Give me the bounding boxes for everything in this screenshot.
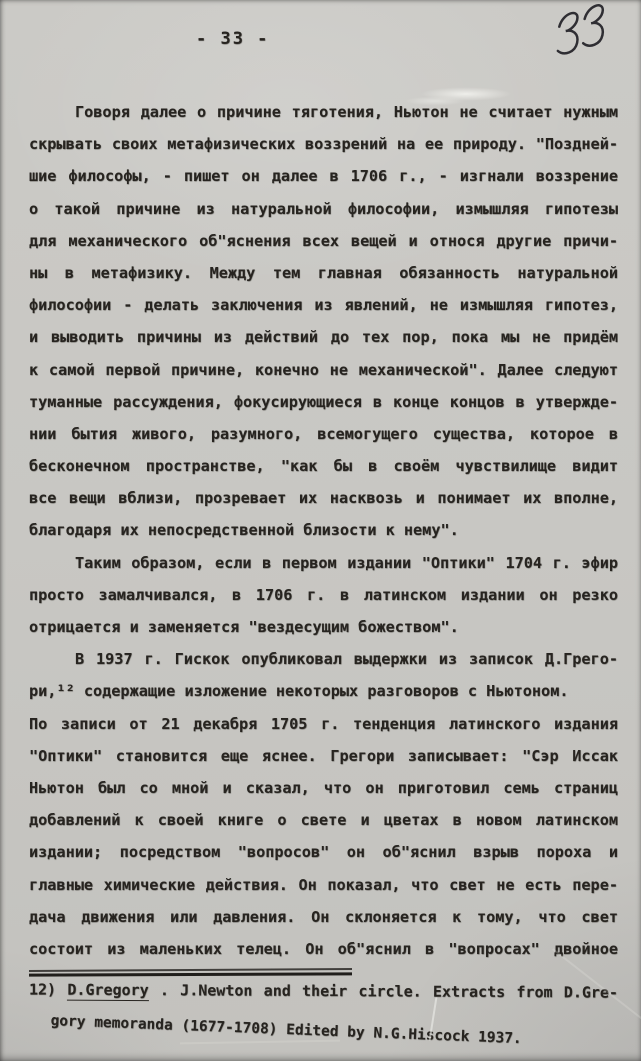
text-line: издании; посредством "вопросов" он об"яснил взрыв пороха и <box>29 843 618 862</box>
text-line: благодаря их непосредственной близости к нему". <box>29 521 459 540</box>
text-line: добавлений к своей книге о свете и цветах в новом латинском <box>29 811 618 830</box>
text-line: В 1937 г. Гискок опубликовал выдержки из записок Д.Грего- <box>75 650 618 669</box>
footnote-line2: gory memoranda (1677-1708) Edited by N.G.Hiscock 1937. <box>50 1012 522 1048</box>
footnote <box>29 979 618 1002</box>
text-line: скрывать своих метафизических воззрений на ее природу. "Поздней- <box>29 135 618 154</box>
scan-crease <box>180 1040 340 1045</box>
text-line: для механического об"яснения всех вещей и относя другие причи- <box>29 231 618 250</box>
text-line: о такой причине из натуральной философии, измышляя гипотезы <box>29 199 618 218</box>
text-line: к самой первой причине, конечно не механической". Далее следуют <box>29 360 618 379</box>
footnote-citation: . J.Newton and their circle. Extracts from D.Gre- <box>148 981 619 1002</box>
text-line: бесконечном пространстве, "как бы в своём чувствилище видит <box>29 457 618 476</box>
text-line: Говоря далее о причине тяготения, Ньютон не считает нужным <box>75 103 618 121</box>
text-line: "Оптики" становится еще яснее. Грегори записывает: "Сэр Иссак <box>29 746 618 765</box>
footnote-marker: 12) <box>28 980 68 999</box>
footnote-separator <box>29 968 352 972</box>
text-line: шие философы, - пишет он далее в 1706 г., - изгнали воззрение <box>29 167 618 186</box>
handwritten-page-number <box>545 0 625 66</box>
body-text <box>29 96 618 965</box>
text-line: Ньютон был со мной и сказал, что он приготовил семь страниц <box>29 778 618 797</box>
footnote-separator <box>29 972 352 976</box>
text-line: ри,¹² содержащие изложение некоторых разговоров с Ньютоном. <box>29 682 569 701</box>
text-line: философии - делать заключения из явлений, не измышляя гипотез, <box>29 296 618 315</box>
text-line: отрицается и заменяется "вездесущим божеством". <box>29 618 459 636</box>
text-line: главные химические действия. Он показал, что свет не есть пере- <box>29 875 618 894</box>
text-line: просто замалчивался, в 1706 г. в латинском издании он резко <box>29 585 618 604</box>
text-line: и выводить причины из действий до тех пор, пока мы не придём <box>29 328 618 347</box>
footnote-author: D.Gregory <box>67 980 149 1000</box>
page-number-typed: - 33 - <box>196 29 270 49</box>
text-line: дача движения или давления. Он склоняется к тому, что свет <box>29 907 618 926</box>
text-line: Таким образом, если в первом издании "Оптики" 1704 г. эфир <box>75 553 618 572</box>
text-line: состоит из маленьких телец. Он об"яснил в "вопросах" двойное <box>29 939 618 958</box>
text-line: туманные рассуждения, фокусирующиеся в конце концов в утвержде- <box>29 392 618 411</box>
text-line: ны в метафизику. Между тем главная обязанность натуральной <box>29 263 618 282</box>
text-line: По записи от 21 декабря 1705 г. тенденция латинского издания <box>29 714 618 733</box>
text-line: нии бытия живого, разумного, всемогущего существа, которое в <box>29 424 618 443</box>
text-line: все вещи вблизи, прозревает их насквозь и понимает их вполне, <box>29 489 618 508</box>
